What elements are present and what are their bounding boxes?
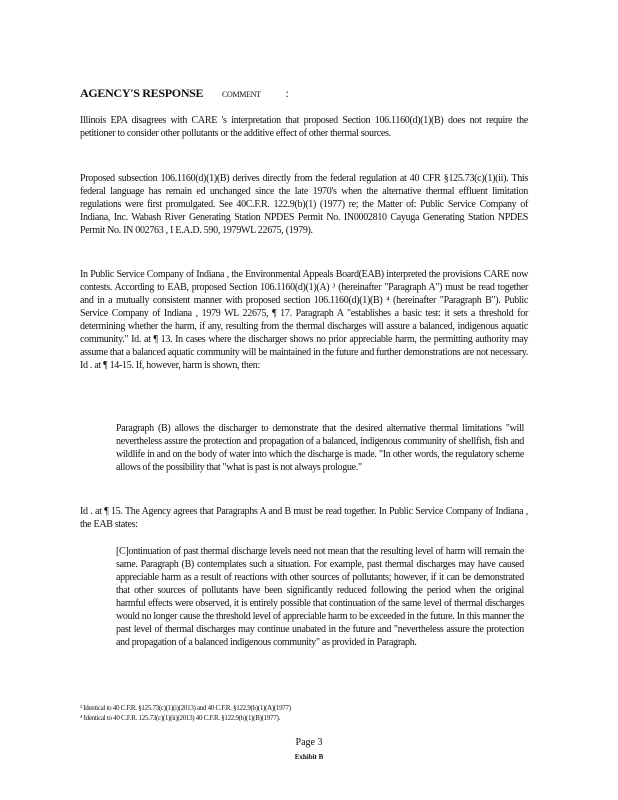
footnotes	[80, 703, 520, 723]
exhibit-label: Exhibit B	[294, 753, 324, 761]
paragraph-disagreement: Illinois EPA disagrees with CARE 's interpretation that proposed Section 106.1160(d)(1)(B) does not require the petitioner to consider other pollutants or the additive effect of other thermal sources.	[80, 115, 528, 139]
paragraph-federal-regulation: Proposed subsection 106.1160(d)(1)(B) derives directly from the federal regulation at 40 CFR §125.73(c)(1)(ii). This federal language has remain ed unchanged since the late 1970's when the alternative thermal effluent limitation regulations were first promulgated. See 40C.F.R. 122.9(b)(1) (1977) re; the Matter of: Public Service Company of Indiana, Inc. Wabash River Generating Station NPDES Permit No. IN0002810 Cayuga Generating Station NPDES Permit No. IN 002763 , I E.A.D. 590, 1979WL 22675, (1979).	[80, 173, 528, 236]
block-quote-eab-statement: [C]ontinuation of past thermal discharge levels need not mean that the resulting level of harm will remain the same. Paragraph (B) contemplates such a situation. For example, past thermal discharges may have caused appreciable harm as a result of reactions with other sources of pollutants; however, if it can be demonstrated that other sources of pollutants have been significantly reduced following the period when the original harmful effects were observed, it is entirely possible that continuation of the same level of thermal discharges would no longer cause the threshold level of appreciable harm to be exceeded in the future. In this manner the past level of thermal discharges may continue unabated in the future and "nevertheless assure the protection and propagation of a balanced indigenous community" as provided in Paragraph.	[116, 546, 524, 648]
paragraph-eab-interpretation: In Public Service Company of Indiana , the Environmental Appeals Board(EAB) interpreted the provisions CARE now contests. According to EAB, proposed Section 106.1160(d)(1)(A) ³ (hereinafter "Paragraph A") must be read together and in a mutually consistent manner with proposed section 106.1160(d)(1)(B) ⁴ (hereinafter "Paragraph B"). Public Service Company of Indiana , 1979 WL 22675, ¶ 17. Paragraph A "establishes a basic test: it sets a threshold for determining whether the harm, if any, resulting from the thermal discharges will assure a balanced, indigenous aquatic community." Id. at ¶ 13. In cases where the discharger shows no prior appreciable harm, the permitting authority may assume that a balanced aquatic community will be maintained in the future and further demonstrations are not necessary. Id . at ¶ 14-15. If, however, harm is shown, then:	[80, 269, 528, 371]
paragraph-agency-agrees: Id . at ¶ 15. The Agency agrees that Paragraphs A and B must be read together. In Public Service Company of Indiana , the EAB states:	[80, 506, 528, 530]
heading-colon: :	[285, 86, 289, 100]
heading-title: AGENCY'S RESPONSE	[80, 86, 204, 100]
page-footer	[0, 736, 618, 764]
block-quote-paragraph-b: Paragraph (B) allows the discharger to demonstrate that the desired alternative thermal limitations "will nevertheless assure the protection and propagation of a balanced, indigenous community of shellfish, fish and wildlife in and on the body of water into which the discharge is made. "In other words, the regulatory scheme allows of the possibility that "what is past is not always prologue."	[116, 423, 524, 473]
footnote-3: ³ Identical to 40 C.F.R. §125.73(c)(1)(i)(2013) and 40 C.F.R. §122.9(b)(1)(A)(1977)	[80, 704, 291, 712]
footnote-4: ⁴ Identical to 40 C.F.R. 125.73(c)(1)(ii)(2013) 40 C.F.R. §122.9(b)(1)(B)(1977).	[80, 714, 280, 722]
page-number: Page 3	[295, 737, 323, 748]
section-heading	[80, 86, 289, 101]
heading-comment-label: COMMENT	[221, 90, 261, 99]
